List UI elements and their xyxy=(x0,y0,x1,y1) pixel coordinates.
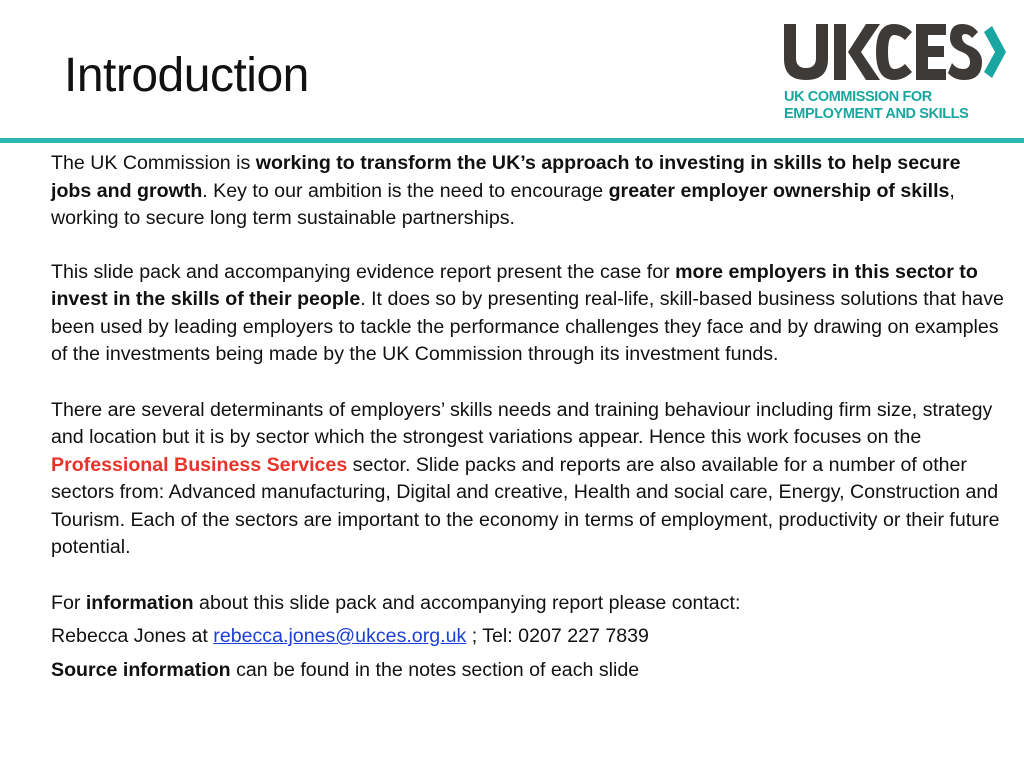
text: can be found in the notes section of each slide xyxy=(230,658,640,681)
ukces-logo xyxy=(778,18,1008,128)
ukces-wordmark xyxy=(778,18,1008,82)
sector-highlight: Professional Business Services xyxy=(51,453,348,476)
text: . It does so by presenting real-life, skill-based business solutions that have been used by leading employers to tackle the performance challenges they face and by drawing on examples of the investments being made by the UK Commission through its investment funds. xyxy=(51,288,1004,365)
text: , working to secure long term sustainable partnerships. xyxy=(51,179,955,229)
text: . Key to our ambition is the need to encourage xyxy=(202,179,609,202)
paragraph-contact-intro xyxy=(51,590,1006,618)
bold-text: working to transform the UK’s approach to investing in skills to help secure jobs and growth xyxy=(51,152,961,202)
text: The UK Commission is xyxy=(51,152,256,174)
slide-title: Introduction xyxy=(64,49,309,102)
slide-body xyxy=(51,150,1006,684)
text: sector. Slide packs and reports are also available for a number of other sectors from: Advanced manufacturing, Digital and creative, Health and social care, Energy, Construction and Tourism. Each of the sectors are important to the economy in terms of employment, productivity or their future potential. xyxy=(51,453,1000,558)
bold-text: Source information xyxy=(51,658,231,681)
header-divider xyxy=(0,138,1024,143)
bold-text: information xyxy=(85,591,194,614)
paragraph-slide-pack xyxy=(51,259,1006,369)
text: This slide pack and accompanying evidence report present the case for xyxy=(51,260,676,283)
paragraph-sectors xyxy=(51,397,1006,562)
text: Rebecca Jones at xyxy=(51,625,214,647)
logo-tagline-line-2: EMPLOYMENT AND SKILLS xyxy=(784,106,969,122)
text: There are several determinants of employers’ skills needs and training behaviour including firm size, strategy and location but it is by sector which the strongest variations appear. Hence this work focuses on the xyxy=(51,398,993,448)
paragraph-mission xyxy=(51,150,1006,233)
text: For xyxy=(51,591,86,614)
paragraph-source-info xyxy=(51,657,1006,685)
email-link[interactable]: rebecca.jones@ukces.org.uk xyxy=(213,625,467,647)
bold-text: more employers in this sector to invest in the skills of their people xyxy=(51,260,978,310)
text: ; Tel: 0207 227 7839 xyxy=(466,625,649,647)
text: about this slide pack and accompanying report please contact: xyxy=(193,591,741,614)
logo-tagline-line-1: UK COMMISSION FOR xyxy=(784,89,932,105)
paragraph-contact-details xyxy=(51,623,1006,651)
bold-text: greater employer ownership of skills xyxy=(608,179,950,202)
